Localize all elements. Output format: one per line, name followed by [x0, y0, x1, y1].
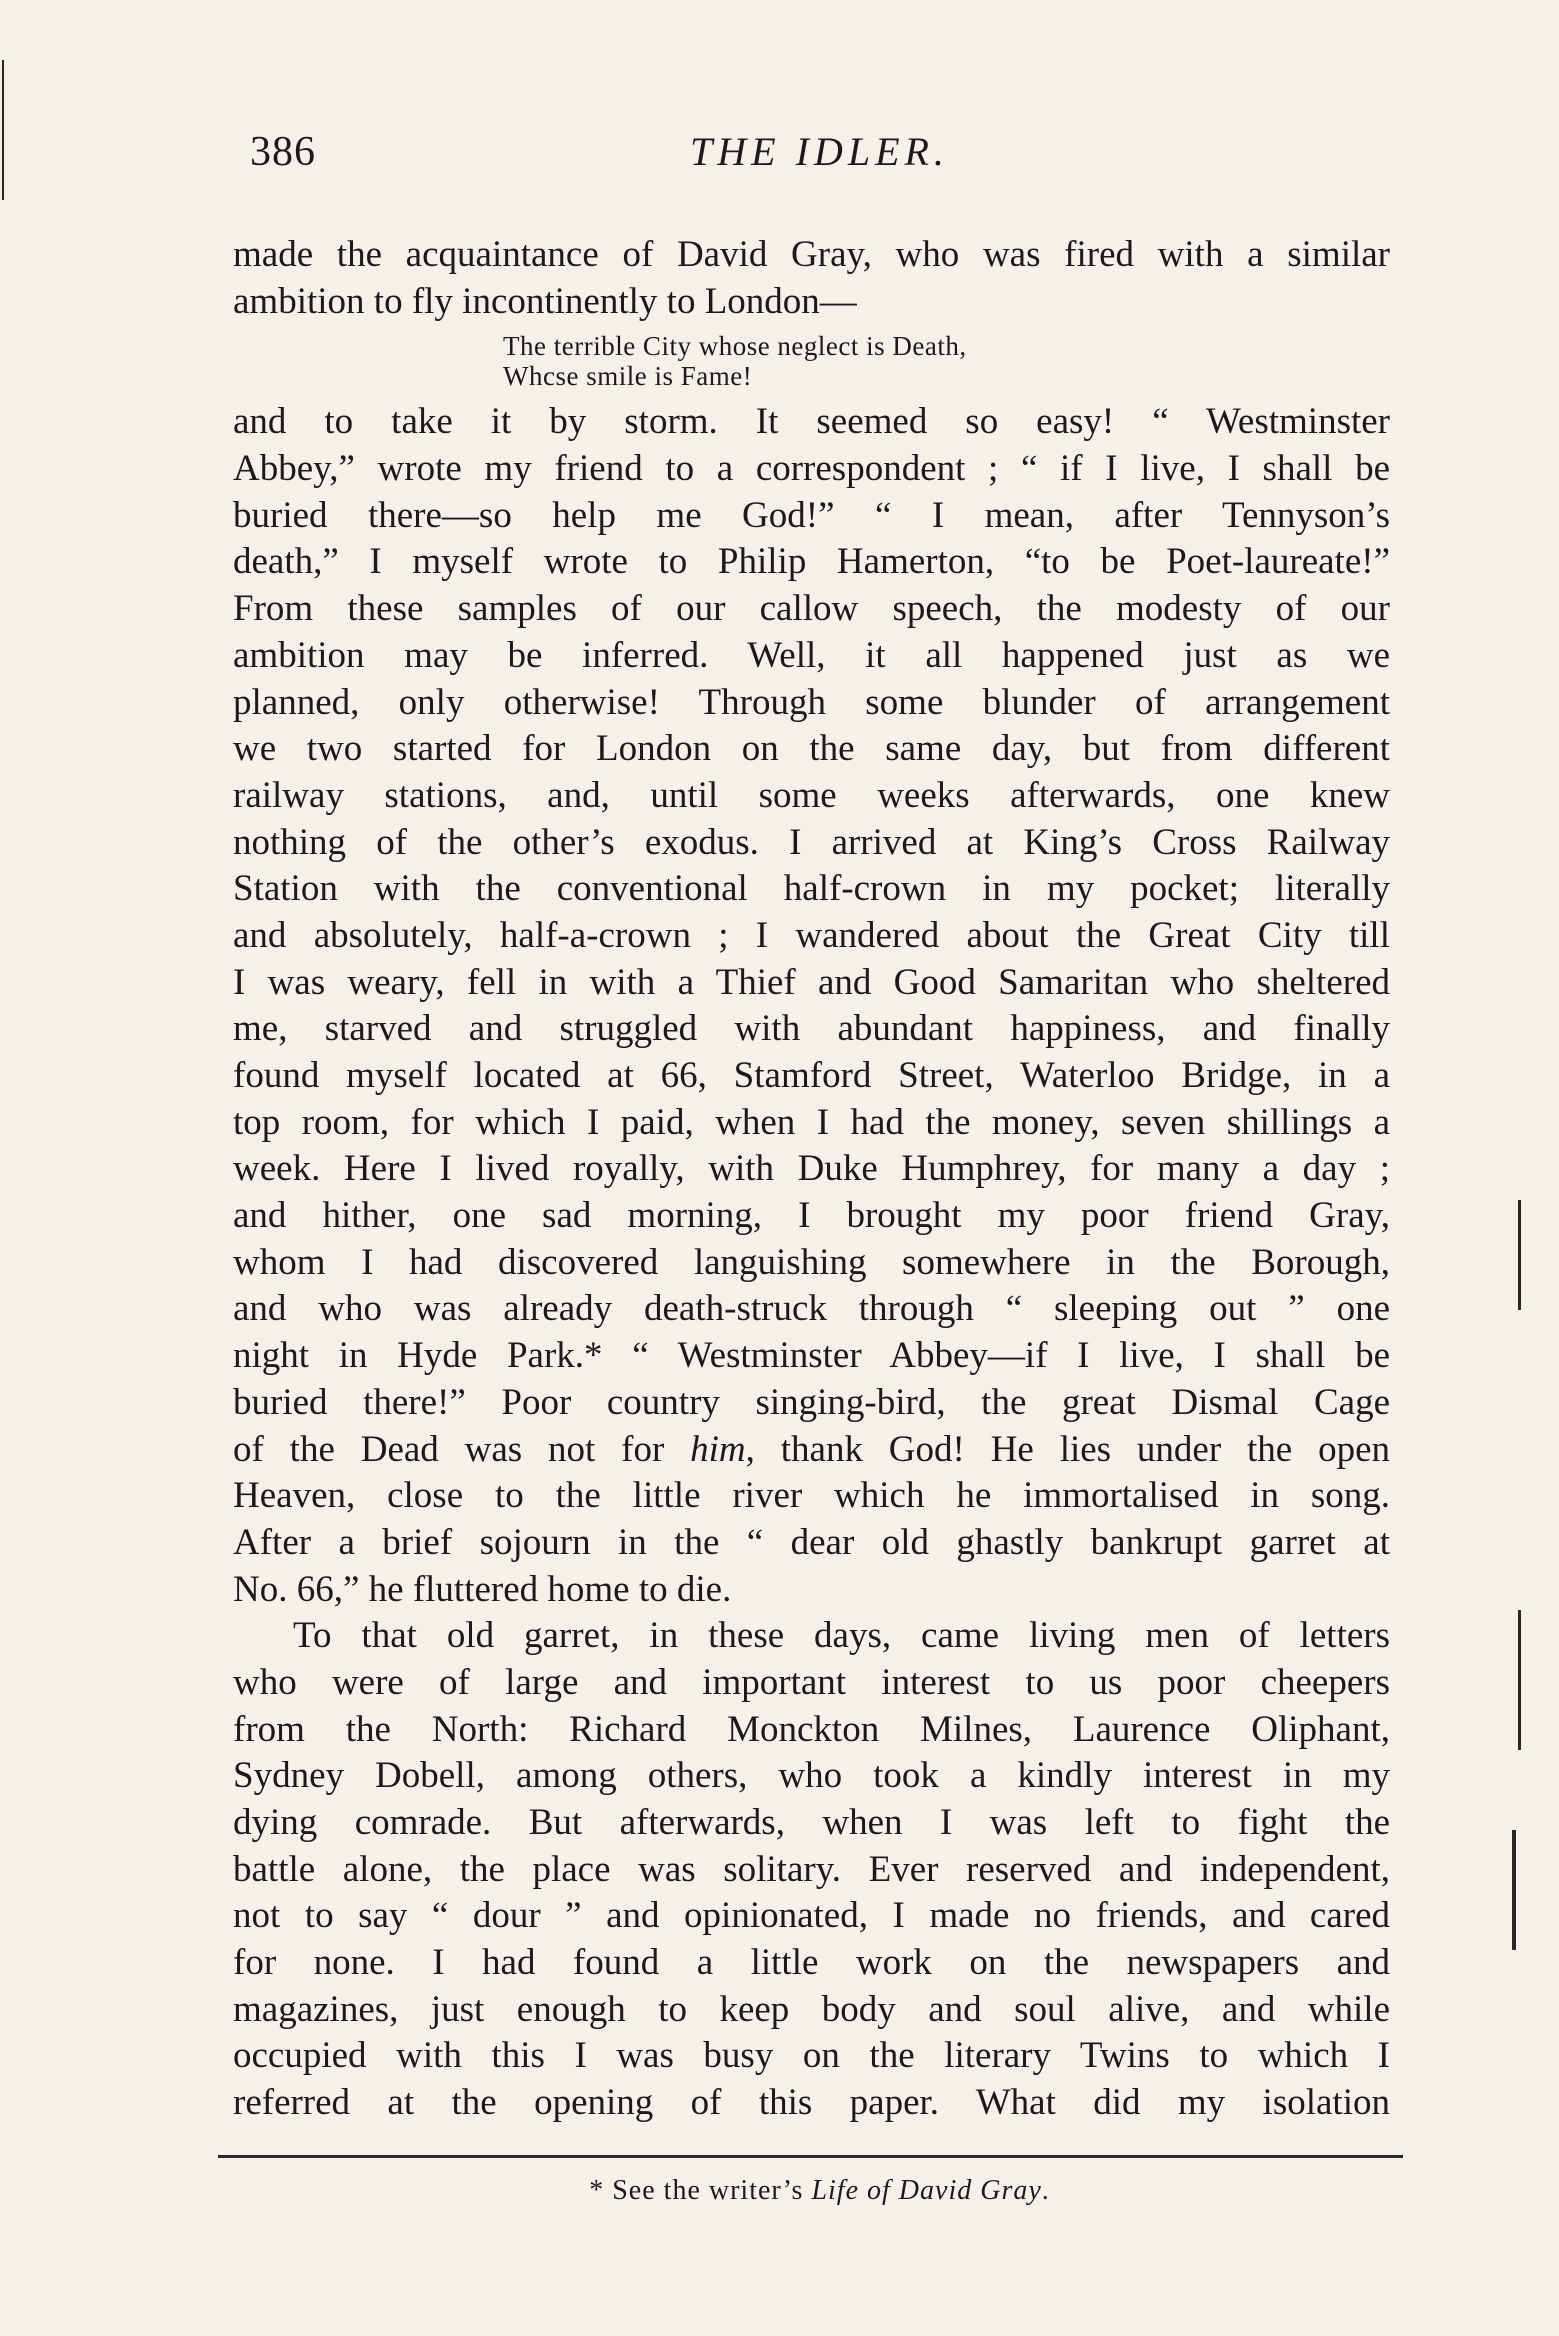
- text-line: ambition may be inferred. Well, it all happened just as we: [233, 634, 1390, 676]
- text-line: and hither, one sad morning, I brought my poor friend Gray,: [233, 1195, 1390, 1237]
- footnote-book-title: Life of David Gray: [811, 2175, 1042, 2206]
- body-text: [233, 232, 1390, 2127]
- text-line: and to take it by storm. It seemed so easy! “ Westminster: [233, 401, 1390, 443]
- text-line: made the acquaintance of David Gray, who was fired with a similar: [233, 234, 1390, 275]
- footnote: [0, 2175, 1559, 2207]
- text-line: After a brief sojourn in the “ dear old ghastly bankrupt garret at: [233, 1521, 1390, 1563]
- scan-edge-mark: [1512, 1830, 1516, 1950]
- text-line: week. Here I lived royally, with Duke Humphrey, for many a day ;: [233, 1148, 1390, 1190]
- text-line: buried there!” Poor country singing-bird, the great Dismal Cage: [233, 1381, 1390, 1423]
- scan-edge-mark: [1518, 1610, 1521, 1750]
- italic-word: him: [690, 1428, 746, 1470]
- text-line: Abbey,” wrote my friend to a correspondent ; “ if I live, I shall be: [233, 448, 1390, 490]
- text-line: we two started for London on the same day, but from different: [233, 728, 1390, 770]
- text-line: From these samples of our callow speech, the modesty of our: [233, 588, 1390, 630]
- text-line: Sydney Dobell, among others, who took a kindly interest in my: [233, 1755, 1390, 1797]
- text-line: battle alone, the place was solitary. Ever reserved and independent,: [233, 1848, 1390, 1890]
- text-line: death,” I myself wrote to Philip Hamerton, “to be Poet-laureate!”: [233, 541, 1390, 583]
- text-line: referred at the opening of this paper. What did my isolation: [233, 2082, 1390, 2124]
- text-line: who were of large and important interest to us poor cheepers: [233, 1661, 1390, 1703]
- text-line: Heaven, close to the little river which he immortalised in song.: [233, 1475, 1390, 1517]
- text-line: and who was already death-struck through “ sleeping out ” one: [233, 1288, 1390, 1330]
- text-line: whom I had discovered languishing somewhere in the Borough,: [233, 1241, 1390, 1283]
- text-line: dying comrade. But afterwards, when I was left to fight the: [233, 1802, 1390, 1843]
- text-line: not to say “ dour ” and opinionated, I made no friends, and cared: [233, 1895, 1390, 1937]
- text-line: Station with the conventional half-crown in my pocket; literally: [233, 868, 1390, 910]
- text-line: me, starved and struggled with abundant happiness, and finally: [233, 1008, 1390, 1050]
- scan-edge-mark: [1518, 1200, 1521, 1310]
- text-line: and absolutely, half-a-crown ; I wandered about the Great City till: [233, 914, 1390, 956]
- scan-edge-mark: [2, 60, 4, 200]
- verse-line: The terrible City whose neglect is Death,: [503, 331, 967, 362]
- text-line: night in Hyde Park.* “ Westminster Abbey—if I live, I shall be: [233, 1335, 1390, 1377]
- page-number: 386: [250, 129, 316, 175]
- text-line: ambition to fly incontinently to London—: [233, 280, 857, 322]
- text-line: nothing of the other’s exodus. I arrived at King’s Cross Railway: [233, 821, 1390, 863]
- paragraph-first-line: To that old garret, in these days, came living men of letters: [293, 1615, 1390, 1657]
- text-segment: , thank God! He lies under the open: [745, 1428, 1390, 1470]
- verse-quotation: [233, 331, 1390, 391]
- text-segment: of the Dead was not for: [233, 1428, 691, 1470]
- verse-line: Whcse smile is Fame!: [503, 361, 753, 392]
- text-line: I was weary, fell in with a Thief and Good Samaritan who sheltered: [233, 961, 1390, 1003]
- text-line: magazines, just enough to keep body and soul alive, and while: [233, 1988, 1390, 2030]
- text-line: railway stations, and, until some weeks afterwards, one knew: [233, 774, 1390, 816]
- text-line-with-italic: [233, 1427, 1390, 1474]
- footnote-period: .: [1041, 2175, 1050, 2206]
- text-line: buried there—so help me God!” “ I mean, after Tennyson’s: [233, 494, 1390, 536]
- text-line: No. 66,” he fluttered home to die.: [233, 1568, 732, 1610]
- footnote-text: * See the writer’s: [589, 2175, 812, 2206]
- text-line: found myself located at 66, Stamford Street, Waterloo Bridge, in a: [233, 1055, 1390, 1096]
- footnote-divider: [218, 2155, 1403, 2158]
- text-line: top room, for which I paid, when I had the money, seven shillings a: [233, 1101, 1390, 1143]
- text-line: for none. I had found a little work on the newspapers and: [233, 1942, 1390, 1984]
- running-title: THE IDLER.: [690, 129, 949, 174]
- text-line: occupied with this I was busy on the literary Twins to which I: [233, 2035, 1390, 2077]
- text-line: from the North: Richard Monckton Milnes, Laurence Oliphant,: [233, 1708, 1390, 1750]
- text-line: planned, only otherwise! Through some blunder of arrangement: [233, 681, 1390, 723]
